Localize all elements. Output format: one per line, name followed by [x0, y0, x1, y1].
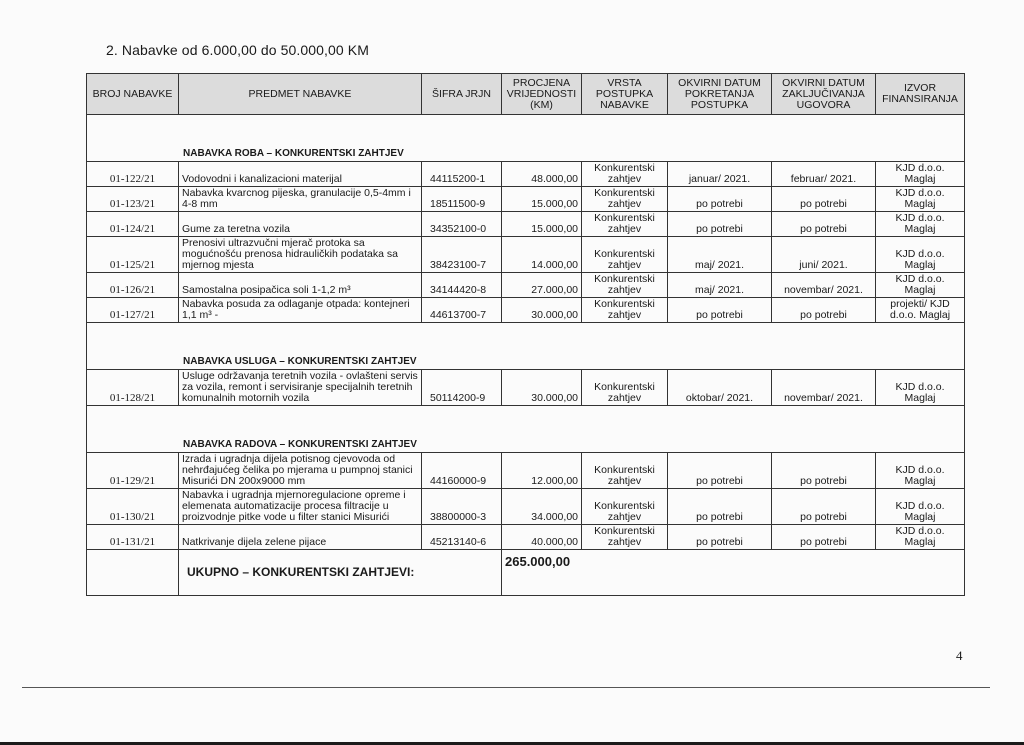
cell-vrsta: Konkurentski zahtjev [582, 273, 668, 298]
cell-vrsta: Konkurentski zahtjev [582, 525, 668, 550]
table-row [87, 187, 965, 212]
cell-izvor: KJD d.o.o. Maglaj [876, 237, 965, 273]
table-row [87, 370, 965, 406]
cell-pokretanje: po potrebi [668, 525, 772, 550]
section-heading: 2. Nabavke od 6.000,00 do 50.000,00 KM [106, 42, 369, 58]
cell-predmet: Usluge održavanja teretnih vozila - ovlašteni servis za vozila, remont i servisiranje specijalnih teretnih komunalnih motornih vozila [179, 370, 422, 406]
cell-pokretanje: maj/ 2021. [668, 237, 772, 273]
cell-predmet: Nabavka i ugradnja mjernoregulacione opreme i elemenata automatizacije procesa filtracije u proizvodnje pitke vode u filter stanici Misurići [179, 489, 422, 525]
cell-procjena: 15.000,00 [502, 212, 582, 237]
cell-broj: 01-127/21 [87, 298, 179, 323]
cell-sifra: 44115200-1 [422, 162, 502, 187]
cell-pokretanje: po potrebi [668, 187, 772, 212]
cell-broj: 01-128/21 [87, 370, 179, 406]
cell-procjena: 15.000,00 [502, 187, 582, 212]
cell-procjena: 30.000,00 [502, 298, 582, 323]
cell-predmet: Vodovodni i kanalizacioni materijal [179, 162, 422, 187]
footer-divider [22, 687, 990, 688]
table-row [87, 525, 965, 550]
table-row [87, 162, 965, 187]
cell-izvor: KJD d.o.o. Maglaj [876, 273, 965, 298]
section-title: NABAVKA RADOVA – KONKURENTSKI ZAHTJEV [87, 436, 965, 453]
cell-zakljucivanje: novembar/ 2021. [772, 273, 876, 298]
section-spacer [87, 115, 965, 146]
cell-vrsta: Konkurentski zahtjev [582, 453, 668, 489]
cell-pokretanje: oktobar/ 2021. [668, 370, 772, 406]
cell-izvor: KJD d.o.o. Maglaj [876, 187, 965, 212]
cell-broj: 01-123/21 [87, 187, 179, 212]
cell-sifra: 50114200-9 [422, 370, 502, 406]
cell-vrsta: Konkurentski zahtjev [582, 489, 668, 525]
col-header-pokretanje: OKVIRNI DATUM POKRETANJA POSTUPKA [668, 74, 772, 115]
section-title-row [87, 145, 965, 162]
cell-procjena: 48.000,00 [502, 162, 582, 187]
section-title-row [87, 436, 965, 453]
cell-vrsta: Konkurentski zahtjev [582, 370, 668, 406]
section-title: NABAVKA USLUGA – KONKURENTSKI ZAHTJEV [87, 353, 965, 370]
cell-broj: 01-129/21 [87, 453, 179, 489]
cell-sifra: 18511500-9 [422, 187, 502, 212]
cell-predmet: Samostalna posipačica soli 1-1,2 m³ [179, 273, 422, 298]
table-row [87, 489, 965, 525]
cell-broj: 01-131/21 [87, 525, 179, 550]
cell-predmet: Gume za teretna vozila [179, 212, 422, 237]
cell-sifra: 45213140-6 [422, 525, 502, 550]
col-header-procjena: PROCJENA VRIJEDNOSTI (KM) [502, 74, 582, 115]
cell-zakljucivanje: novembar/ 2021. [772, 370, 876, 406]
cell-sifra: 44160000-9 [422, 453, 502, 489]
procurement-table [86, 73, 965, 596]
cell-sifra: 44613700-7 [422, 298, 502, 323]
cell-predmet: Prenosivi ultrazvučni mjerač protoka sa mogućnošću prenosa hidrauličkih podataka sa mjernog mjesta [179, 237, 422, 273]
cell-izvor: KJD d.o.o. Maglaj [876, 489, 965, 525]
cell-broj: 01-126/21 [87, 273, 179, 298]
total-label: UKUPNO – KONKURENTSKI ZAHTJEVI: [179, 550, 502, 596]
cell-izvor: KJD d.o.o. Maglaj [876, 370, 965, 406]
cell-pokretanje: maj/ 2021. [668, 273, 772, 298]
cell-vrsta: Konkurentski zahtjev [582, 298, 668, 323]
cell-procjena: 34.000,00 [502, 489, 582, 525]
section-title: NABAVKA ROBA – KONKURENTSKI ZAHTJEV [87, 145, 965, 162]
cell-izvor: KJD d.o.o. Maglaj [876, 162, 965, 187]
cell-sifra: 34144420-8 [422, 273, 502, 298]
cell-predmet: Nabavka posuda za odlaganje otpada: kontejneri 1,1 m³ - [179, 298, 422, 323]
cell-pokretanje: po potrebi [668, 453, 772, 489]
cell-pokretanje: januar/ 2021. [668, 162, 772, 187]
cell-broj: 01-130/21 [87, 489, 179, 525]
cell-predmet: Nabavka kvarcnog pijeska, granulacije 0,5-4mm i 4-8 mm [179, 187, 422, 212]
table-row [87, 273, 965, 298]
cell-pokretanje: po potrebi [668, 212, 772, 237]
cell-izvor: projekti/ KJD d.o.o. Maglaj [876, 298, 965, 323]
cell-procjena: 12.000,00 [502, 453, 582, 489]
table-row [87, 453, 965, 489]
cell-procjena: 40.000,00 [502, 525, 582, 550]
table-row [87, 237, 965, 273]
cell-sifra: 34352100-0 [422, 212, 502, 237]
cell-zakljucivanje: po potrebi [772, 525, 876, 550]
cell-izvor: KJD d.o.o. Maglaj [876, 212, 965, 237]
section-spacer [87, 406, 965, 437]
col-header-predmet: PREDMET NABAVKE [179, 74, 422, 115]
cell-pokretanje: po potrebi [668, 298, 772, 323]
cell-zakljucivanje: po potrebi [772, 187, 876, 212]
cell-predmet: Natkrivanje dijela zelene pijace [179, 525, 422, 550]
total-value: 265.000,00 [502, 550, 965, 596]
section-spacer [87, 323, 965, 354]
cell-procjena: 30.000,00 [502, 370, 582, 406]
cell-zakljucivanje: po potrebi [772, 453, 876, 489]
total-row [87, 550, 965, 596]
cell-vrsta: Konkurentski zahtjev [582, 212, 668, 237]
cell-zakljucivanje: po potrebi [772, 489, 876, 525]
cell-zakljucivanje: februar/ 2021. [772, 162, 876, 187]
cell-zakljucivanje: po potrebi [772, 212, 876, 237]
col-header-zakljucivanje: OKVIRNI DATUM ZAKLJUČIVANJA UGOVORA [772, 74, 876, 115]
cell-vrsta: Konkurentski zahtjev [582, 162, 668, 187]
col-header-izvor: IZVOR FINANSIRANJA [876, 74, 965, 115]
cell-broj: 01-122/21 [87, 162, 179, 187]
cell-izvor: KJD d.o.o. Maglaj [876, 525, 965, 550]
cell-sifra: 38423100-7 [422, 237, 502, 273]
cell-vrsta: Konkurentski zahtjev [582, 187, 668, 212]
cell-zakljucivanje: po potrebi [772, 298, 876, 323]
cell-broj: 01-124/21 [87, 212, 179, 237]
cell-broj: 01-125/21 [87, 237, 179, 273]
cell-procjena: 14.000,00 [502, 237, 582, 273]
table-body [87, 115, 965, 596]
cell-pokretanje: po potrebi [668, 489, 772, 525]
col-header-broj: BROJ NABAVKE [87, 74, 179, 115]
cell-izvor: KJD d.o.o. Maglaj [876, 453, 965, 489]
table-row [87, 298, 965, 323]
header-row [87, 74, 965, 115]
cell-vrsta: Konkurentski zahtjev [582, 237, 668, 273]
col-header-vrsta: VRSTA POSTUPKA NABAVKE [582, 74, 668, 115]
col-header-sifra: ŠIFRA JRJN [422, 74, 502, 115]
cell-sifra: 38800000-3 [422, 489, 502, 525]
table-row [87, 212, 965, 237]
cell-procjena: 27.000,00 [502, 273, 582, 298]
cell-zakljucivanje: juni/ 2021. [772, 237, 876, 273]
page-number: 4 [956, 648, 963, 663]
cell-predmet: Izrada i ugradnja dijela potisnog cjevovoda od nehrđajućeg čelika po mjerama u pumpnoj stanici Misurići DN 200x9000 mm [179, 453, 422, 489]
section-title-row [87, 353, 965, 370]
